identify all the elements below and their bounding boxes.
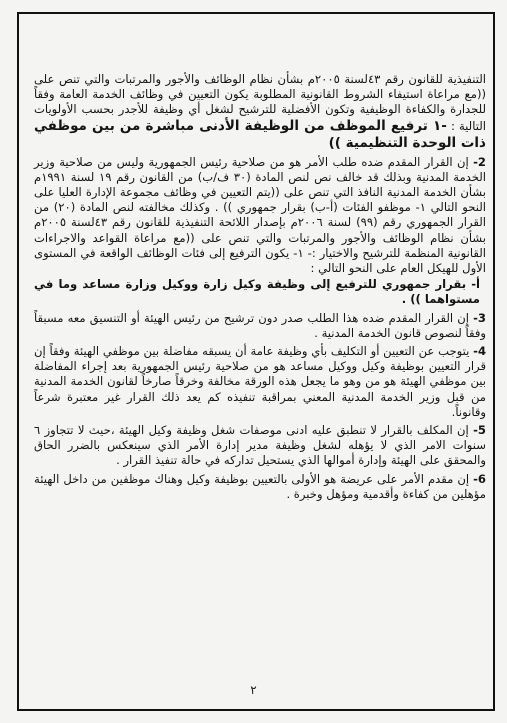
- item-6: [34, 472, 486, 502]
- item-2: [34, 155, 486, 277]
- item-4: [34, 344, 486, 420]
- intro-text: التنفيذية للقانون رقم ٤٣لسنة ٢٠٠٥م بشأن نظام الوظائف والأجور والمرتبات والتي تنص على ((مع مراعاة استيفاء الشروط القانونية المطلوبة يكون التعيين في وظائف الخدمة العامة وفقاً للجدارة والكفاءة الوظيفية وتكون الأفضلية للترشيح لشغل أي وظيفة للأجدر بحسب الأولويات التالية :: [34, 72, 486, 133]
- item-text: إن مقدم الأمر على عريضة هو الأولى بالتعيين بوظيفة وكيل وهناك موظفين من داخل الهيئة مؤهلين من كفاءة وأقدمية ومؤهل وخبرة .: [34, 471, 486, 501]
- item-number: 4-: [473, 344, 487, 359]
- page-number: ٢: [250, 683, 257, 697]
- intro-paragraph: [34, 72, 486, 152]
- item-3: [34, 311, 486, 341]
- item-number: 5-: [473, 423, 486, 438]
- intro-bold-text: -١ ترفيع الموظف من الوظيفة الأدنى مباشرة من بين موظفي ذات الوحدة التنظيمية )): [34, 117, 486, 151]
- item-sub-text: أ- بقرار جمهوري للترفيع إلى وظيفة وكيل زارة ووكيل وزارة مساعد وما في مستواهما )) .: [34, 277, 480, 307]
- item-text: يتوجب عن التعيين أو التكليف بأي وظيفة عامة أن يسبقه مفاضلة بين موظفي الهيئة وفقاً إن قرار التعيين بوظيفة وكيل ووكيل مساعد هو من صلاحية رئيس الجمهورية بعد إجراء المفاضلة بين موظفي الهيئة هو من وهو ما يجعل هذه الورقة مخالفة وخرقاً صارخاً لقانون الخدمة المدنية من قبل وزير الخدمة المدنية المعني بمراقبة تنفيذه كم يعد ذلك القرار غير معتبرة شرعاً وقانوناً.: [34, 344, 486, 419]
- item-text: إن القرار المقدم ضده طلب الأمر هو من صلاحية رئيس الجمهورية وليس من صلاحية وزير الخدمة المدنية وبذلك قد خالف نص لنص المادة (٣٠ ف/ب) من القانون رقم ١٩ لسنة ١٩٩١م بشأن الخدمة المدنية النافذ التي تنص على ((يتم التعيين في وظائف مجموعة الإدارة العليا على النحو التالي ١- موظفو الفئات (أ-ب) بقرار جمهوري )) . وكذلك مخالفته لنص المادة (٢٠) من القرار الجمهوري رقم (٩٩) لسنة ٢٠٠٦م بإصدار اللائحة التنفيذية للقانون رقم ٤٣لسنة ٢٠٠٥م بشأن نظام الوظائف والأجور والمرتبات والتي تنص على ((مع مراعاة القواعد والاجراءات القانونية المنظمة للترشيح والاختيار :- ١- يكون الترفيع إلى فئات الوظائف الواقعة في المستوى الأول للهيكل العام على النحو التالي :: [34, 154, 487, 276]
- item-2-sub: [34, 277, 486, 307]
- item-text: إن القرار المقدم ضده هذا الطلب صدر دون ترشيح من رئيس الهيئة أو التنسيق معه مسبقاً وفقاً لنصوص قانون الخدمة المدنية .: [34, 310, 486, 340]
- document-body: [34, 72, 486, 502]
- item-5: [34, 423, 486, 469]
- item-text: إن المكلف بالقرار لا تنطبق عليه ادنى موصفات شغل وظيفة وكيل الهيئة ،حيث لا تتجاوز ٦ سنوات الامر الذي لا يؤهله لشغل وظيفة مدير إدارة الأمر الذي سينعكس بالضرر الحاق والمحقق على الهيئة وإدارة أموالها الذي يستحيل تداركه في حالة تنفيذ القرار .: [34, 423, 486, 468]
- item-number: 6-: [473, 471, 486, 486]
- item-number: 2-: [473, 154, 486, 169]
- item-number: 3-: [473, 310, 486, 325]
